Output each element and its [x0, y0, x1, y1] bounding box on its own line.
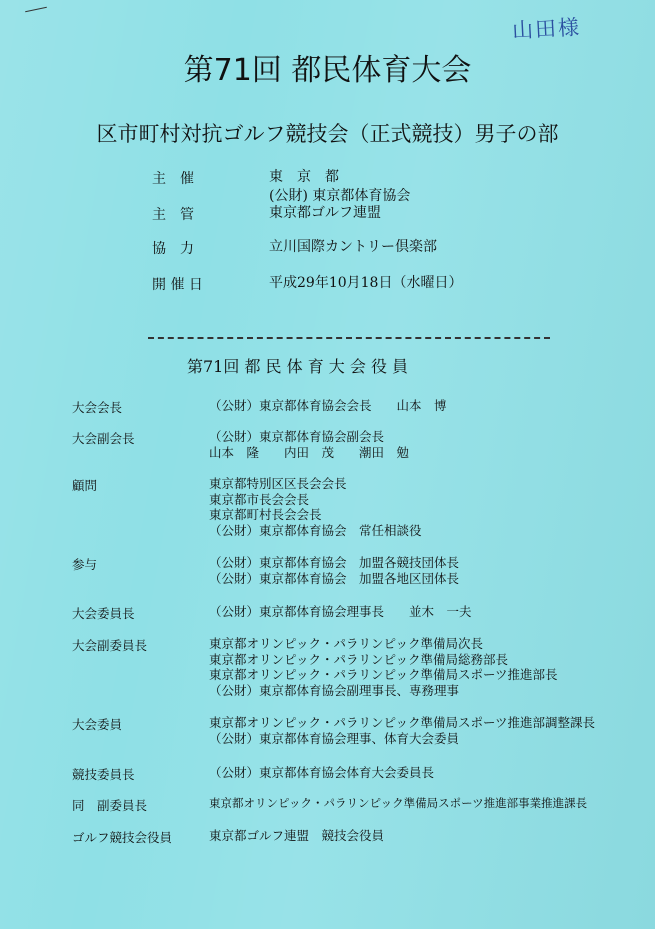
officer-line: （公財）東京都体育協会 加盟各競技団体長: [209, 555, 460, 570]
officer-line: （公財）東京都体育協会理事、体育大会委員: [209, 730, 460, 746]
handwritten-addressee: 山田様: [511, 15, 582, 43]
info-line: 東京都ゴルフ連盟: [269, 205, 381, 221]
officer-lines: [209, 828, 384, 844]
document-title: 第71回 都民体育大会: [183, 53, 472, 88]
info-value: [269, 274, 462, 293]
officer-line: 東京都市長会会長: [209, 491, 310, 507]
info-value: [269, 168, 410, 206]
officer-line: 東京都オリンピック・パラリンピック準備局スポーツ推進部長: [209, 667, 558, 683]
info-value: [269, 238, 437, 257]
officer-line: （公財）東京都体育協会 常任相談役: [209, 522, 422, 538]
officer-role: 大会委員: [72, 717, 123, 732]
officer-line: （公財）東京都体育協会副理事長、専務理事: [209, 682, 460, 698]
officer-line: （公財）東京都体育協会会長 山本 博: [209, 398, 447, 413]
officer-lines: [209, 398, 447, 414]
info-line: (公財) 東京都体育協会: [269, 188, 411, 204]
info-value: [269, 204, 381, 223]
officer-role: 大会委員長: [72, 606, 135, 621]
officer-line: 東京都オリンピック・パラリンピック準備局次長: [209, 636, 484, 651]
officer-role: 顧問: [72, 478, 98, 493]
corner-pen-mark: [25, 7, 47, 13]
info-line: 平成29年10月18日（水曜日）: [269, 275, 463, 291]
officers-title: 第71回 都 民 体 育 大 会 役 員: [187, 357, 409, 376]
officer-lines: [209, 636, 558, 698]
officer-lines: [209, 555, 459, 586]
officer-lines: [209, 715, 595, 746]
officer-line: 東京都オリンピック・パラリンピック準備局スポーツ推進部事業推進課長: [209, 796, 588, 810]
info-label: 主 催: [152, 171, 194, 187]
info-label: 協 力: [152, 241, 194, 257]
officer-role: ゴルフ競技会役員: [72, 830, 173, 845]
officer-lines: [209, 796, 587, 812]
dashed-divider: [148, 337, 550, 339]
officer-role: 参与: [72, 557, 98, 572]
officer-role: 競技委員長: [72, 767, 135, 782]
document-subtitle: 区市町村対抗ゴルフ競技会（正式競技）男子の部: [96, 122, 559, 146]
officer-line: 東京都オリンピック・パラリンピック準備局総務部長: [209, 651, 509, 667]
officer-role: 大会会長: [72, 400, 123, 415]
officer-lines: [209, 604, 472, 620]
officer-line: 東京都オリンピック・パラリンピック準備局スポーツ推進部調整課長: [209, 715, 596, 730]
officer-line: （公財）東京都体育協会副会長: [209, 429, 385, 444]
officer-lines: [209, 429, 409, 460]
info-line: 立川国際カントリー倶楽部: [269, 239, 437, 255]
officer-lines: [209, 765, 434, 781]
officer-lines: [209, 476, 422, 538]
officer-line: （公財）東京都体育協会 加盟各地区団体長: [209, 570, 460, 586]
officer-line: 東京都町村長会会長: [209, 507, 322, 523]
officer-line: 山本 隆 内田 茂 潮田 勉: [209, 444, 410, 460]
info-line: 東 京 都: [269, 169, 339, 185]
info-label: 主 管: [152, 207, 194, 223]
officer-line: 東京都特別区区長会会長: [209, 476, 347, 491]
officer-role: 大会副委員長: [72, 638, 148, 653]
officer-line: （公財）東京都体育協会体育大会委員長: [209, 765, 435, 780]
officer-role: 同 副委員長: [72, 798, 148, 813]
info-label: 開 催 日: [152, 277, 203, 293]
officer-role: 大会副会長: [72, 431, 135, 446]
officer-line: 東京都ゴルフ連盟 競技会役員: [209, 828, 385, 843]
officer-line: （公財）東京都体育協会理事長 並木 一夫: [209, 604, 472, 619]
